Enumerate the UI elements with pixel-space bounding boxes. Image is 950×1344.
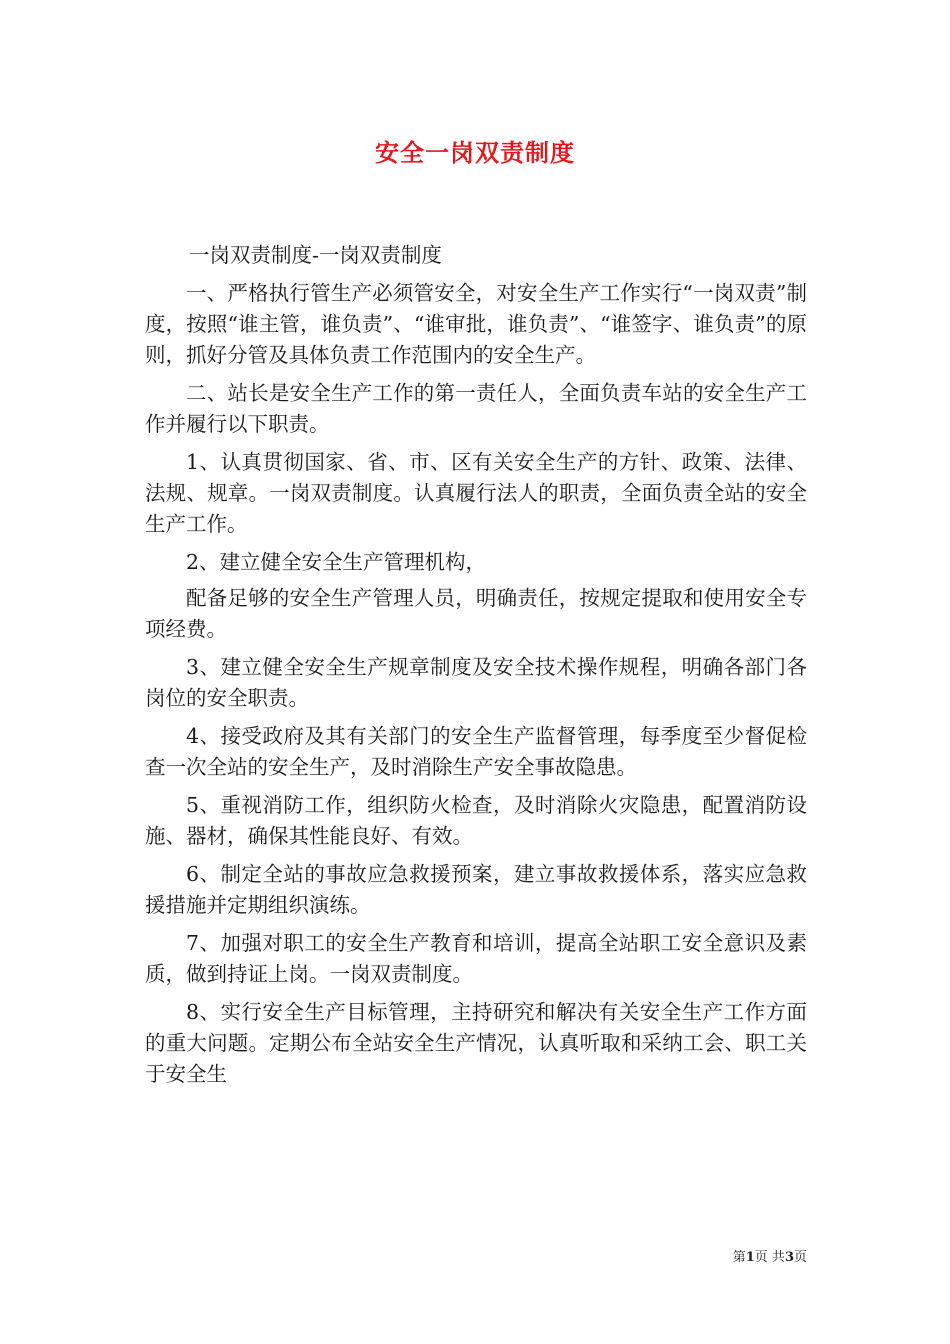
footer-middle: 页 共 <box>754 1250 785 1265</box>
page-number-footer <box>733 1246 807 1265</box>
document-title: 安全一岗双责制度 <box>375 138 575 167</box>
paragraph: 2、建立健全安全生产管理机构， <box>186 550 487 574</box>
paragraph: 6、制定全站的事故应急救援预案，建立事故救援体系，落实应急救援措施并定期组织演练。 <box>145 862 807 917</box>
paragraph: 4、接受政府及其有关部门的安全生产监督管理，每季度至少督促检查一次全站的安全生产，及时消除生产安全事故隐患。 <box>145 724 807 779</box>
paragraph: 配备足够的安全生产管理人员，明确责任，按规定提取和使用安全专项经费。 <box>145 586 807 641</box>
paragraph: 8、实行安全生产目标管理，主持研究和解决有关安全生产工作方面的重大问题。定期公布全站安全生产情况，认真听取和采纳工会、职工关于安全生 <box>145 1000 807 1086</box>
paragraph: 1、认真贯彻国家、省、市、区有关安全生产的方针、政策、法律、法规、规章。一岗双责制度。认真履行法人的职责，全面负责全站的安全生产工作。 <box>145 450 807 536</box>
paragraph: 一、严格执行管生产必须管安全，对安全生产工作实行“一岗双责”制度，按照“谁主管，谁负责”、“谁审批，谁负责”、“谁签字、谁负责”的原则，抓好分管及具体负责工作范围内的安全生产。 <box>145 281 807 367</box>
document-subtitle: 一岗双责制度-一岗双责制度 <box>189 243 442 267</box>
paragraph: 二、站长是安全生产工作的第一责任人，全面负责车站的安全生产工作并履行以下职责。 <box>145 381 807 436</box>
paragraph: 5、重视消防工作，组织防火检查，及时消除火灾隐患，配置消防设施、器材，确保其性能良好、有效。 <box>145 793 807 848</box>
paragraph: 7、加强对职工的安全生产教育和培训，提高全站职工安全意识及素质，做到持证上岗。一岗双责制度。 <box>145 931 807 986</box>
paragraph: 3、建立健全安全生产规章制度及安全技术操作规程，明确各部门各岗位的安全职责。 <box>145 655 807 710</box>
document-body <box>145 240 807 1097</box>
footer-prefix: 第 <box>732 1250 746 1265</box>
footer-total-pages: 3 <box>784 1250 794 1265</box>
footer-suffix: 页 <box>793 1250 807 1265</box>
footer-current-page: 1 <box>745 1250 755 1265</box>
